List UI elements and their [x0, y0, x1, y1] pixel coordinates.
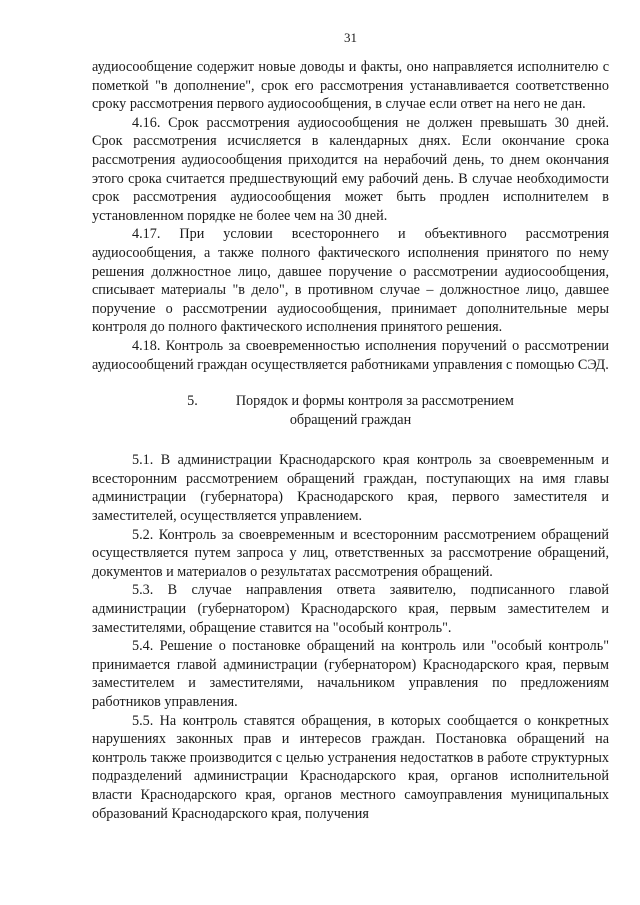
paragraph-5-5: 5.5. На контроль ставятся обращения, в которых сообщается о конкретных нарушениях законных прав и интересов граждан. Постановка обращений на контроль также производится с целью устранения недостатков в работе структурных подразделений администрации Краснодарского края, органов исполнительной власти Краснодарского края, органов местного самоуправления муниципальных образований Краснодарского края, получения	[92, 712, 609, 822]
paragraph-4-18: 4.18. Контроль за своевременностью исполнения поручений о рассмотрении аудиосообщений граждан осуществляется работниками управления с помощью СЭД.	[92, 337, 609, 373]
paragraph-5-4: 5.4. Решение о постановке обращений на контроль или "особый контроль" принимается главой администрации (губернатором) Краснодарского края, первым заместителем и заместителями, начальником управления по предложениям работников управления.	[92, 638, 609, 710]
section-number: 5.	[187, 393, 198, 410]
paragraph-5-2: 5.2. Контроль за своевременным и всесторонним рассмотрением обращений осуществляется путем запроса у лиц, ответственных за рассмотрение обращений, документов и материалов о результатах рассмотрения обращений.	[92, 526, 609, 580]
paragraph-continuation: аудиосообщение содержит новые доводы и факты, оно направляется исполнителю с пометкой "в дополнение", срок его рассмотрения устанавливается соответственно сроку рассмотрения первого аудиосообщения, в случае если ответ на него не дан.	[92, 59, 609, 113]
paragraph-4-17: 4.17. При условии всестороннего и объективного рассмотрения аудиосообщения, а также полного фактического исполнения принятого по нему решения должностное лицо, давшее поручение о рассмотрении аудиосообщения, списывает материалы "в дело", в противном случае – должностное лицо, давшее поручение о рассмотрении аудиосообщения, принимает дополнительные меры контроля до полного фактического исполнения принятого решения.	[92, 226, 609, 336]
page-number: 31	[344, 30, 357, 45]
document-page	[92, 30, 609, 823]
paragraph-5-1: 5.1. В администрации Краснодарского края контроль за своевременным и всесторонним рассмотрением обращений граждан, поступающих на имя главы администрации (губернатора) Краснодарского края, первого заместителя и заместителей, осуществляется управлением.	[92, 452, 609, 525]
section-heading	[92, 392, 609, 429]
paragraph-5-3: 5.3. В случае направления ответа заявителю, подписанного главой администрации (губернатором) Краснодарского края, первым заместителем и заместителями, обращение ставится на "особый контроль".	[92, 582, 609, 636]
paragraph-4-16: 4.16. Срок рассмотрения аудиосообщения не должен превышать 30 дней. Срок рассмотрения исчисляется в календарных днях. Если окончание срока рассмотрения аудиосообщения приходится на нерабочий день, то днем окончания этого срока считается предшествующий ему рабочий день. В случае необходимости срок рассмотрения аудиосообщения может быть продлен исполнителем в установленном порядке не более чем на 30 дней.	[92, 114, 609, 224]
section-title-line1: Порядок и формы контроля за рассмотрением	[235, 393, 514, 410]
section-title-line2: обращений граждан	[289, 411, 412, 428]
